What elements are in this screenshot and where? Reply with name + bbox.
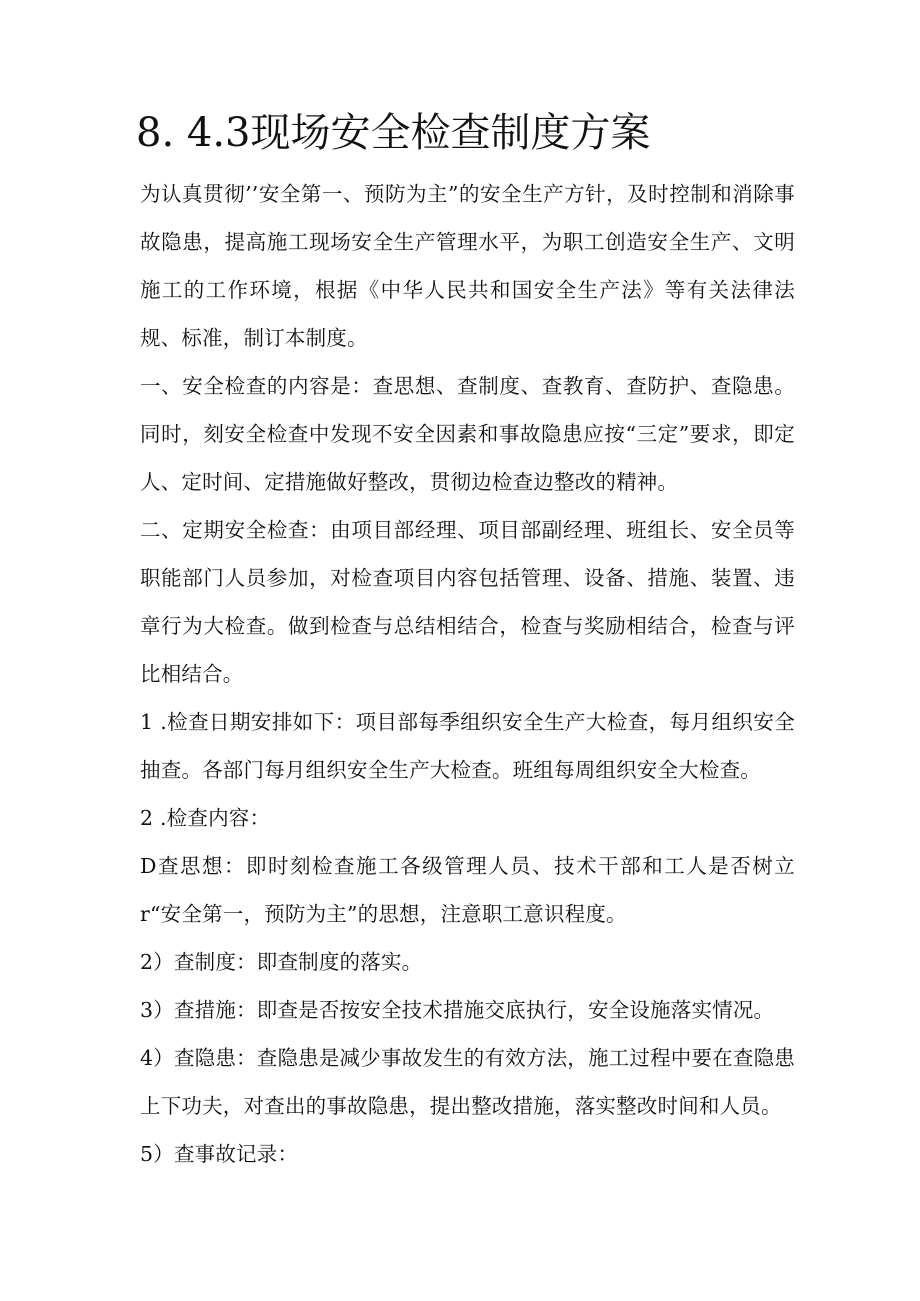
check-hazards-item: 4）查隐患：查隐患是减少事故发生的有效方法，施工过程中要在查隐患上下功夫，对查出的事故隐患，提出整改措施，落实整改时间和人员。 [140,1046,795,1118]
document-title: 8. 4.3现场安全检查制度方案 [136,110,651,156]
document-body [140,170,795,1178]
intro-paragraph: 为认真贯彻’’安全第一、预防为主”的安全生产方针，及时控制和消除事故隐患，提高施工现场安全生产管理水平，为职工创造安全生产、文明施工的工作环境，根据《中华人民共和国安全生产法》等有关法律法规、标准，制订本制度。 [140,182,795,350]
section-one-paragraph: 一、安全检查的内容是：查思想、查制度、查教育、查防护、查隐患。同时，刻安全检查中发现不安全因素和事故隐患应按“三定”要求，即定人、定时间、定措施做好整改，贯彻边检查边整改的精神。 [140,374,795,494]
check-system-item: 2）查制度：即查制度的落实。 [140,950,423,974]
check-thinking-item: D查思想：即时刻检查施工各级管理人员、技术干部和工人是否树立r“安全第一，预防为主”的思想，注意职工意识程度。 [140,854,795,926]
check-measures-item: 3）查措施：即查是否按安全技术措施交底执行，安全设施落实情况。 [140,998,775,1022]
section-two-paragraph: 二、定期安全检查：由项目部经理、项目部副经理、班组长、安全员等职能部门人员参加，对检查项目内容包括管理、设备、措施、装置、违章行为大检查。做到检查与总结相结合，检查与奖励相结合，检查与评比相结合。 [140,518,795,686]
check-accident-records-item: 5）查事故记录： [140,1142,299,1166]
schedule-paragraph: 1 .检查日期安排如下：项目部每季组织安全生产大检查，每月组织安全抽查。各部门每月组织安全生产大检查。班组每周组织安全大检查。 [140,710,795,782]
inspection-content-heading: 2 .检查内容： [140,806,271,830]
